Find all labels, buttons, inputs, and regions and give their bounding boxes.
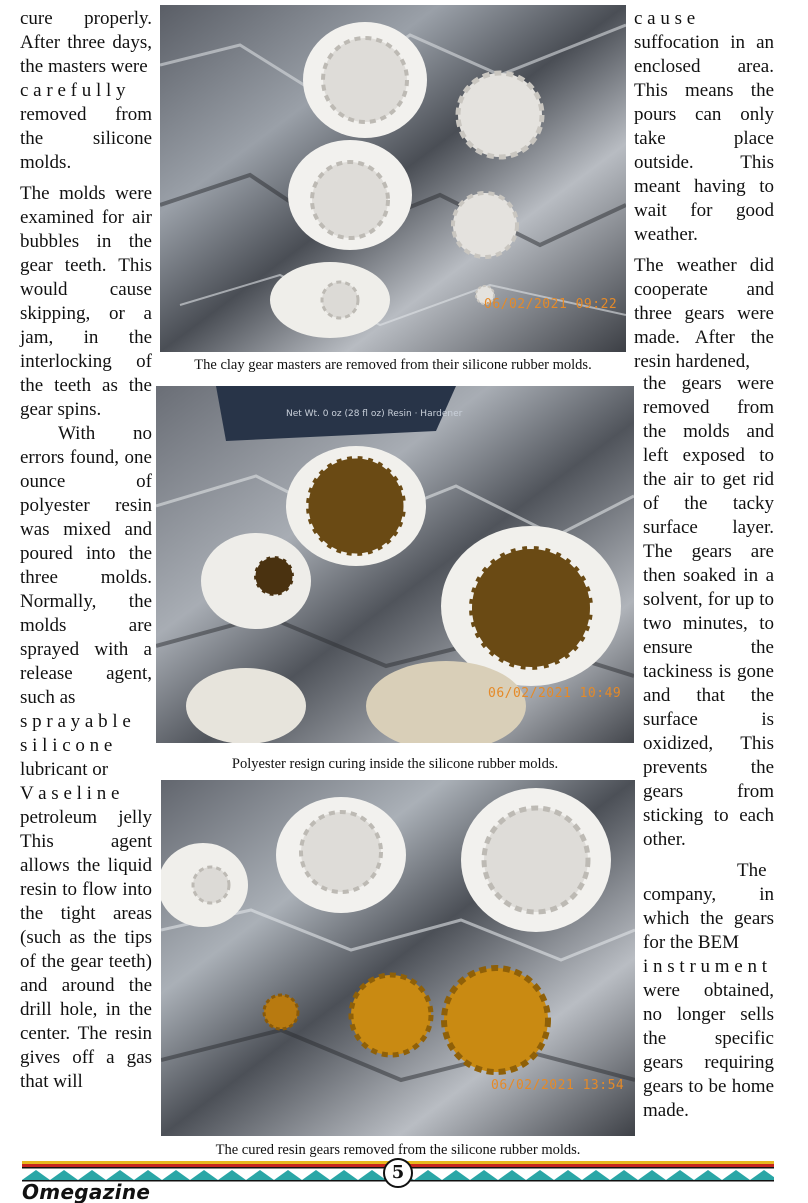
container-label: Net Wt. 0 oz (28 fl oz) Resin · Hardener (286, 409, 463, 419)
footer-triangle (722, 1170, 750, 1180)
footer-triangle (274, 1170, 302, 1180)
footer-triangle (106, 1170, 134, 1180)
paragraph: suffocation in an enclosed area. This means the pours can only take place outside. This meant having to wait for good weather. (634, 32, 774, 245)
footer-triangle (610, 1170, 638, 1180)
footer-triangle (638, 1170, 666, 1180)
photo-caption: Polyester resign curing inside the silicone rubber molds. (231, 756, 559, 772)
photo-caption: The cured resin gears removed from the silicone rubber molds. (215, 1142, 581, 1158)
paragraph: s i l i c o n e (20, 735, 113, 756)
footer-triangle (78, 1170, 106, 1180)
footer-triangle (442, 1170, 470, 1180)
footer-triangle (582, 1170, 610, 1180)
footer-triangle (554, 1170, 582, 1180)
paragraph: s p r a y a b l e (20, 711, 131, 732)
photo-timestamp: 06/02/2021 10:49 (488, 686, 622, 701)
photo-timestamp: 06/02/2021 09:22 (484, 297, 618, 312)
paragraph: cure properly. After three days, the masters were (20, 8, 152, 77)
paragraph: the gears were removed from the molds and left exposed to the air to get rid of the tacky surface layer. The gears are then soaked in a solvent, for up to two minutes, to ensure the tackiness is gone and that the surface is oxidized, This prevents the gears from sticking to each other. (643, 373, 774, 850)
paragraph: were obtained, no longer sells the specific gears requiring gears to be home made. (643, 980, 774, 1121)
paragraph: The company, in which the gears for the BEM (643, 860, 774, 953)
paragraph: i n s t r u m e n t (643, 956, 768, 977)
paragraph: The molds were examined for air bubbles in the gear teeth. This would cause skipping, or a jam, in the interlocking of the teeth as the gear spins. (20, 183, 152, 420)
footer-triangle (358, 1170, 386, 1180)
photo-clay-gear-masters (160, 5, 626, 352)
page-number: 5 (383, 1158, 413, 1188)
footer-triangle (526, 1170, 554, 1180)
paragraph: lubricant or (20, 759, 109, 780)
right-text-column-top (634, 7, 774, 374)
photo-cured-resin-gears (161, 780, 635, 1136)
left-text-column (20, 7, 152, 1094)
footer-triangle (22, 1170, 50, 1180)
paragraph: c a u s e (634, 8, 696, 29)
photo-resin-curing (156, 386, 634, 743)
footer-triangle (498, 1170, 526, 1180)
footer-triangle (666, 1170, 694, 1180)
footer-triangle (302, 1170, 330, 1180)
right-text-column-bottom (643, 372, 774, 1123)
paragraph: petroleum jelly This agent allows the liquid resin to flow into the tight areas (such as the tips of the gear teeth) and around the drill hole, in the center. The resin gives off a gas that will (20, 807, 152, 1092)
paragraph: removed from the silicone molds. (20, 104, 152, 173)
footer-triangle (246, 1170, 274, 1180)
footer-triangle (218, 1170, 246, 1180)
footer-triangle (694, 1170, 722, 1180)
photo-timestamp: 06/02/2021 13:54 (491, 1078, 625, 1093)
paragraph: With no errors found, one ounce of polyester resin was mixed and poured into the three molds. Normally, the molds are sprayed with a release agent, such as (20, 423, 152, 708)
footer-triangle (162, 1170, 190, 1180)
footer-triangle (414, 1170, 442, 1180)
footer-triangle (134, 1170, 162, 1180)
footer-triangle (330, 1170, 358, 1180)
paragraph: c a r e f u l l y (20, 80, 126, 101)
paragraph: V a s e l i n e (20, 783, 120, 804)
paragraph: The weather did cooperate and three gears were made. After the resin hardened, (634, 255, 774, 372)
photo-caption: The clay gear masters are removed from their silicone rubber molds. (194, 357, 592, 373)
footer-triangle (470, 1170, 498, 1180)
footer-triangle (190, 1170, 218, 1180)
footer-triangle (750, 1170, 774, 1180)
footer-triangle (50, 1170, 78, 1180)
magazine-brand: Omegazine (22, 1180, 151, 1203)
